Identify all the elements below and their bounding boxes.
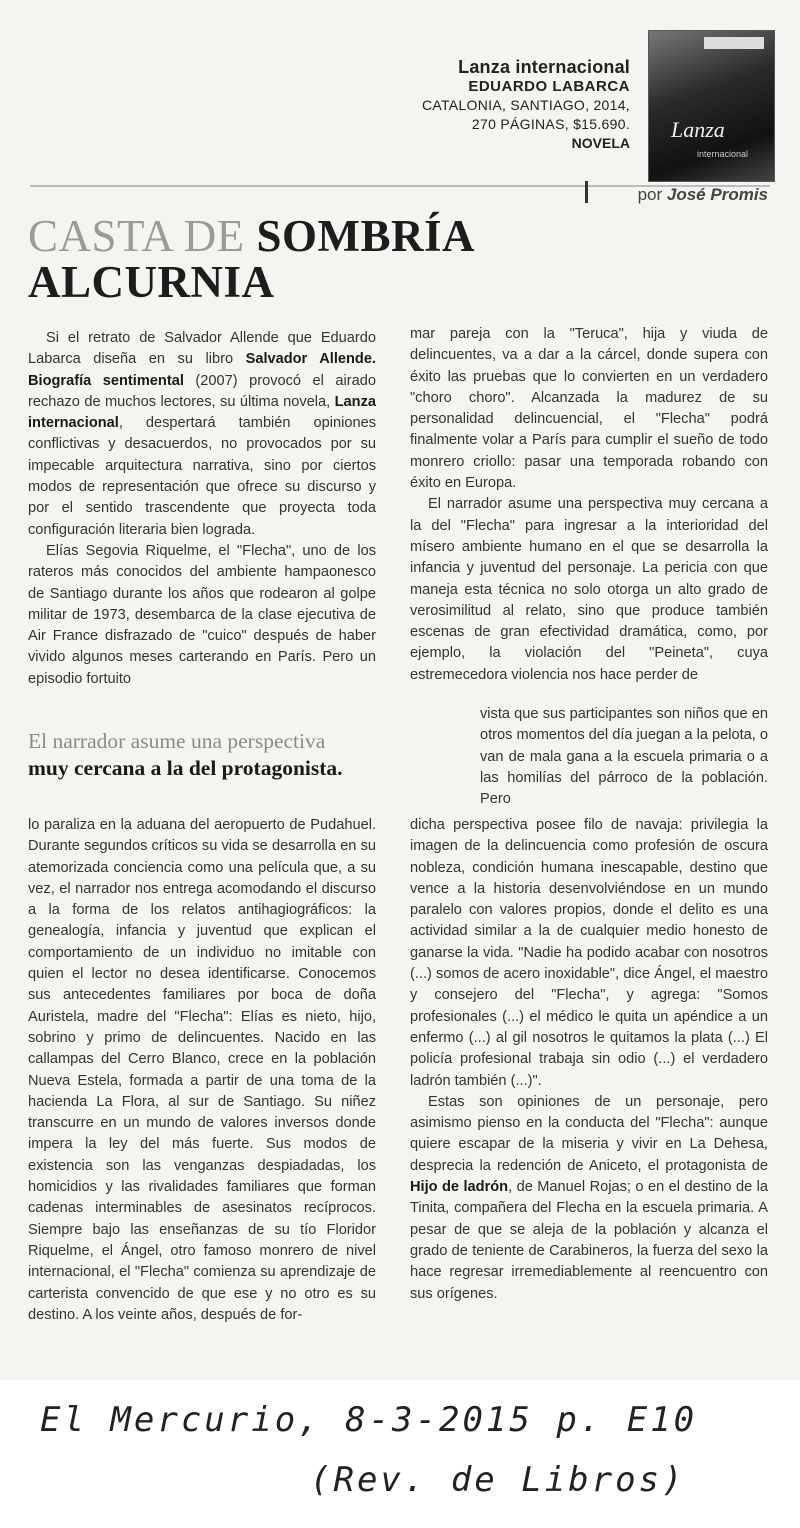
article-paragraph-4-continued: dicha perspectiva posee filo de navaja: privilegia la imagen de la delincuencia como profesión de oscura nobleza, condición humana inescapable, destino que vence a la historia desenvolviéndose en un mundo paralelo con valores propios, donde el delito es una actividad similar a la de cualquier medio honesto de ganarse la vida. "Nadie ha podido acabar con nosotros (...) somos de acero inoxidable", dice Ángel, el maestro y consejero del "Flecha", y agrega: "Somos profesionales (...) el médico le quita un apéndice a un enfermo (...) al gil nosotros le quitamos la plata (...) El policía profesional trabaja sin odio (...) el verdadero ladrón también (...)". xyxy=(410,817,768,1089)
pull-quote-line-2: muy cercana a la del protagonista. xyxy=(28,756,343,780)
article-paragraph-2: Elías Segovia Riquelme, el "Flecha", uno de los rateros más conocidos del ambiente hampaonesco de Santiago durante los años que rodearon al golpe militar de 1973, desembarca de la clase ejecutiva de Air France disfrazado de "cuico" después de haber vivido algunos meses carterando en París. Pero un episodio fortuito xyxy=(28,542,376,687)
article-paragraph-5 xyxy=(410,1092,768,1305)
p1-book-ref: Salvador Allende. Biografía sentimental xyxy=(28,351,376,389)
p1-title-ref: Lanza internacional xyxy=(28,393,376,432)
book-publisher: CATALONIA, SANTIAGO, 2014, xyxy=(421,97,630,113)
book-title: Lanza internacional xyxy=(458,57,630,77)
pull-quote-line-1: El narrador asume una perspectiva xyxy=(28,729,326,753)
article-column-2-top xyxy=(410,324,768,686)
article-column-1-top xyxy=(28,328,376,690)
p1-text-e: , despertará también opiniones conflictivas y desacuerdos, no provocados por su impecable arquitectura narrativa, sino por ciertos modos de representación que ofrece su discurso y por el sentido trascendente que proyecta toda configuración literaria bien lograda. xyxy=(28,415,376,538)
p5-text-c: , de Manuel Rojas; o en el destino de la Tinita, compañera del Flecha en la escuela primaria. A pesar de que se aleja de la población y alcanza el grado de teniente de Carabineros, la fuerza del sexo la hace regresar irremediablemente al reencuentro con sus orígenes. xyxy=(410,1179,769,1302)
p1-text-c: (2007) provocó el airado rechazo de muchos lectores, su última novela, xyxy=(28,372,376,410)
article-paragraph-4: El narrador asume una perspectiva muy cercana a la del "Flecha" para ingresar a la interioridad del mísero ambiente humano en el que se desarrolla la infancia y juventud del personaje. La pericia con que maneja esta técnica no solo otorga un alto grado de verosimilitud al relato, sino que produce también escenas de gran efectividad dramática, como, por ejemplo, la violación del "Peineta", cuya estremecedora violencia nos hace perder de xyxy=(410,496,768,683)
headline xyxy=(28,213,588,305)
byline-prefix: por xyxy=(637,185,663,204)
byline-author: José Promis xyxy=(666,185,768,204)
handwritten-source: El Mercurio, 8-3-2015 p. E10 xyxy=(40,1400,698,1440)
article-column-2-narrow xyxy=(480,704,768,810)
article-paragraph-1 xyxy=(28,328,376,541)
book-info xyxy=(330,58,630,153)
cover-strip xyxy=(704,37,764,49)
book-genre: NOVELA xyxy=(571,135,630,151)
pull-quote xyxy=(28,728,468,782)
article-column-1-bottom xyxy=(28,815,376,1326)
divider-tick xyxy=(585,181,588,203)
article-paragraph-3: mar pareja con la "Teruca", hija y viuda de delincuentes, va a dar a la cárcel, donde supera con éxito las pruebas que lo convierten en un verdadero "choro choro". Alcanzada la madurez de su personalidad delincuencial, el "Flecha" podrá finalmente volar a París para cumplir el sueño de todo monrero criollo: pasar una temporada robando con éxito en Europa. xyxy=(410,326,768,492)
p5-text-a: Estas son opiniones de un personaje, pero asimismo pienso en la conducta del "Flecha": aunque quiere escapar de la miseria y vivir en La Dehesa, desprecia la redención de Aniceto, el protagonista de xyxy=(410,1093,768,1174)
article-paragraph-2-continued: lo paraliza en la aduana del aeropuerto de Pudahuel. Durante segundos críticos su vida se desarrolla en su atemorizada conciencia como una película que, a su vez, el narrador nos entrega acomodando el discurso a la forma de los relatos antihagiográficos: la genealogía, infancia y juventud que explican el comportamiento de un individuo no imitable con quien el lector no desea identificarse. Conocemos sus antecedentes familiares por boca de doña Auristela, madre del "Flecha": Elías es nieto, hijo, sobrino y primo de delincuentes. Nacido en las callampas del Cerro Blanco, crece en la población Nueva Estela, formada a partir de una toma de la hacienda La Flora, al sur de Santiago. Su niñez transcurre en un mundo de valores inversos donde impera la ley del más fuerte. Sus modos de existencia son las venganzas despiadadas, los homicidios y las rivalidades familiares que forman cadenas interminables de asesinatos recíprocos. Siempre bajo las enseñanzas de su tío Floridor Riquelme, el Ángel, otro famoso monrero de nivel internacional, el "Flecha" comienza su aprendizaje de carterista convencido de que ese y no otro es su destino. A los veinte años, después de for- xyxy=(28,817,376,1323)
handwritten-section: (Rev. de Libros) xyxy=(310,1460,686,1500)
article-paragraph-4-narrow: vista que sus participantes son niños que en otros momentos del día juegan a la pelota, o van de mala gana a la escuela primaria o a las homilías del párroco de la población. Pero xyxy=(480,706,769,808)
headline-bold-1: SOMBRÍA xyxy=(256,211,475,261)
headline-light: CASTA DE xyxy=(28,211,245,261)
cover-title: Lanza xyxy=(671,117,725,142)
p5-book-ref: Hijo de ladrón xyxy=(410,1179,509,1196)
cover-subtitle: internacional xyxy=(697,149,749,159)
book-details: 270 PÁGINAS, $15.690. xyxy=(471,116,630,132)
book-author: EDUARDO LABARCA xyxy=(468,78,630,95)
handwritten-annotation xyxy=(40,1390,780,1510)
p1-text-a: Si el retrato de Salvador Allende que Eduardo Labarca diseña en su libro xyxy=(28,330,376,368)
article-column-2-bottom xyxy=(410,815,768,1305)
book-cover-image xyxy=(648,30,775,182)
headline-bold-2: ALCURNIA xyxy=(28,257,275,307)
byline xyxy=(638,185,768,205)
